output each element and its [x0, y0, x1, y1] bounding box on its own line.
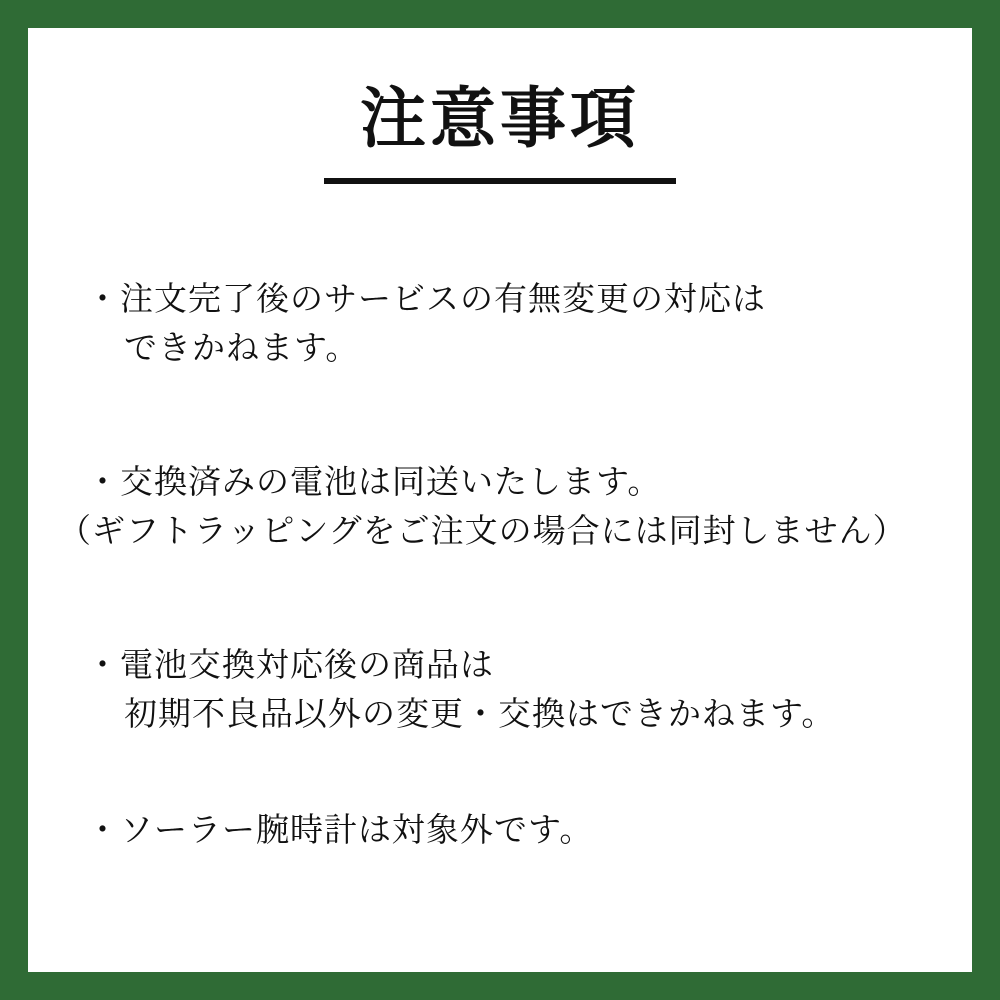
- notes-list: [28, 274, 972, 855]
- note-continuation-text: 初期不良品以外の変更・交換はできかねます。: [124, 694, 836, 734]
- list-item: [86, 640, 944, 739]
- note-continuation-text: できかねます。: [124, 328, 360, 368]
- page-title: 注意事項: [360, 80, 640, 157]
- list-item: [86, 274, 944, 373]
- note-bullet-text: ・ソーラー腕時計は対象外です。: [86, 809, 594, 849]
- content-card: [28, 28, 972, 972]
- title-underline: [324, 178, 676, 184]
- list-item: [86, 805, 944, 855]
- note-bullet-text: ・交換済みの電池は同送いたします。: [86, 461, 662, 501]
- title-block: [28, 28, 972, 184]
- note-continuation-text: （ギフトラッピングをご注文の場合には同封しません）: [58, 511, 907, 551]
- note-bullet-text: ・電池交換対応後の商品は: [86, 644, 494, 684]
- list-item: [58, 457, 944, 556]
- note-bullet-text: ・注文完了後のサービスの有無変更の対応は: [86, 278, 766, 318]
